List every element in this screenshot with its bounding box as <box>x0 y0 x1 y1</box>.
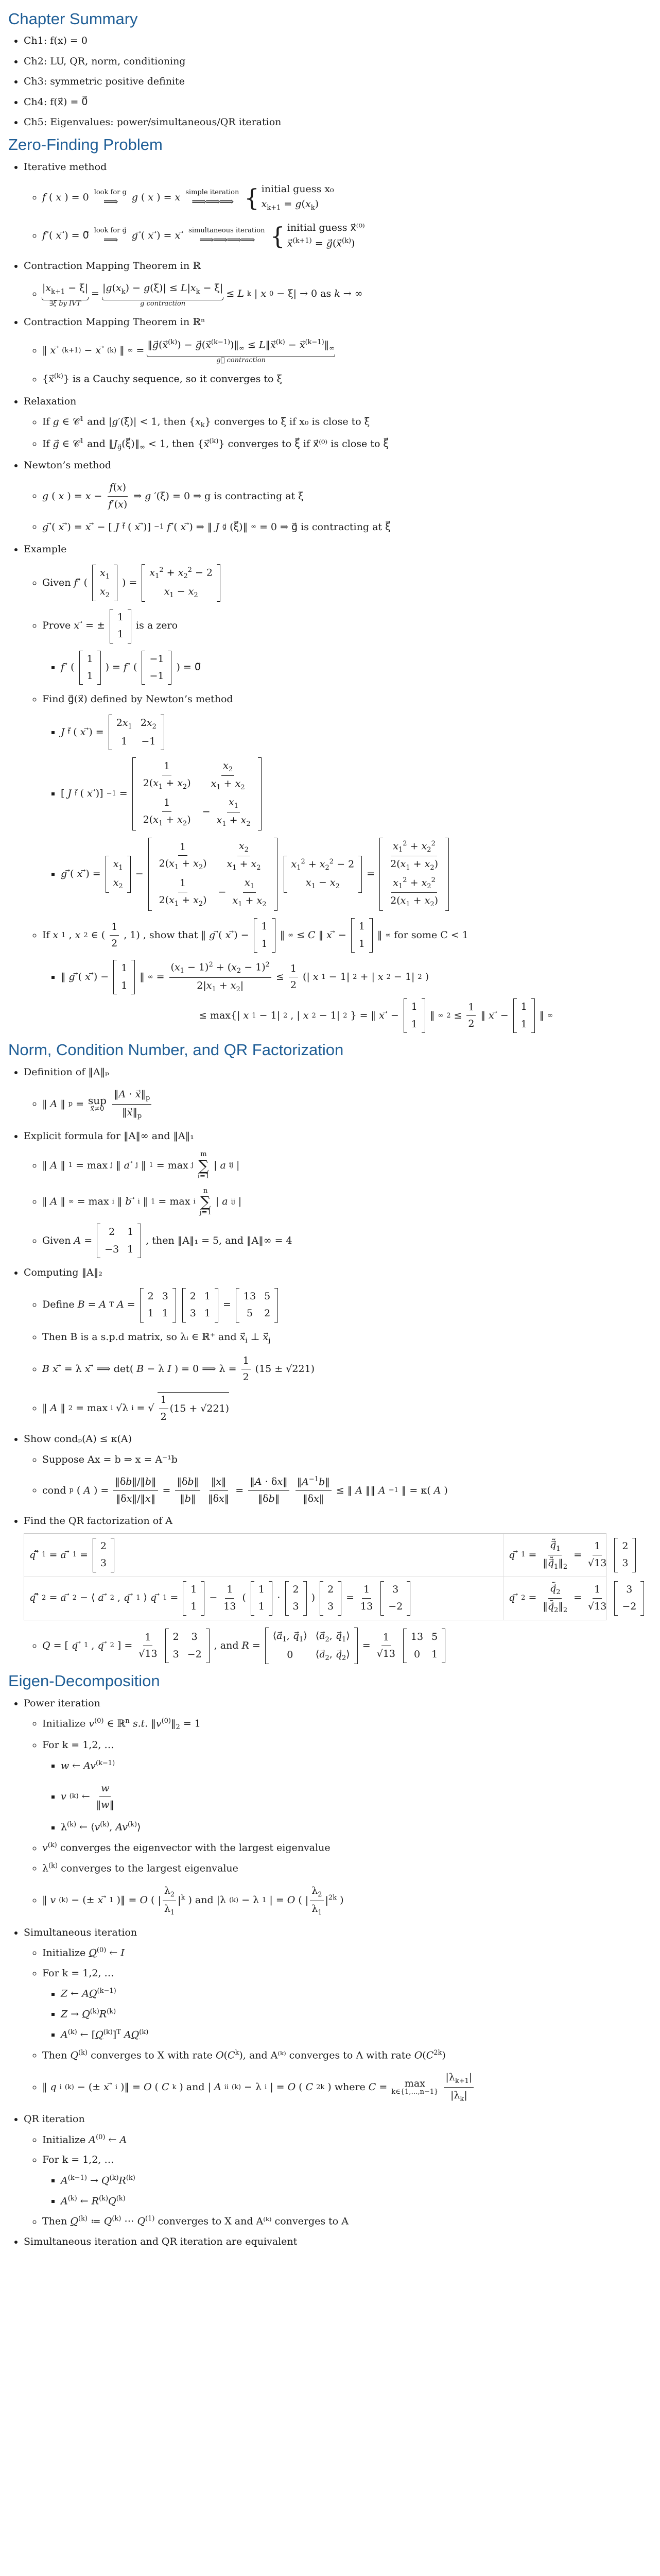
power-init: ◦ Initialize $v^{(0)}$ ∈ ℝ$^n$ s.t. $‖v^{(0)}‖_2 = 1$ <box>42 1716 648 1733</box>
for-k-label: For k = 1,2, … <box>42 1739 114 1751</box>
newton-vector: ◦ g ⃗( x ⃗) = x ⃗ − [ J f⃗ ( x ⃗)] −1 f ⃗( x ⃗) ⇒ ‖ J g⃗ (ξ⃗)‖ ∞ = 0 ⇒ g⃗ is contracting at ξ⃗ <box>42 519 648 535</box>
for-k-label-2: For k = 1,2, … <box>42 1967 114 1979</box>
qr-table <box>24 1533 637 1620</box>
zero-finding-heading: Zero-Finding Problem <box>8 135 163 154</box>
then-Q-word-2: Then <box>42 2215 67 2227</box>
qr-cell-q1-tilde: q 1 = a 1 = 2 3 <box>24 1534 503 1577</box>
find-g-text: Find g⃗(x⃗) defined by Newton’s method <box>42 693 233 705</box>
sim-step-z: ▪ Z ← $AQ^{(k-1)}$ <box>61 1986 648 2002</box>
example-prove-check: ▪ f ⃗ ( 1 1 ) = f ⃗ ( −1 −1 ) = 0⃗ <box>61 651 648 685</box>
cmt-rn-label: Contraction Mapping Theorem in ℝⁿ <box>24 316 205 328</box>
relaxation-vector: ◦ If g⃗ ∈ 𝒞$^1$ and $‖J_{g⃗}(\xi⃗)‖_\infty < 1$, then $\{x^{(k)}\}$ converges to ξ⃗ if x⃗⁽⁰⁾ is close to ξ⃗ <box>42 436 648 453</box>
computing-2-label: Computing ‖A‖₂ <box>24 1267 102 1279</box>
jacobian-inverse: ▪ [ J f⃗ ( x ⃗)] −1 = $\frac{1}{2(x_1 + x_2)}$ $\frac{x_2}{x_1 + x_2}$ $\frac{1}{2(x_1 + x_2)}$ − $\frac{x_1}{x_1 + x_2}$ <box>61 757 648 831</box>
qr-cell-q2: q 2 = $\frac{q_2}{‖q_2‖_2}$ = $\frac{1}{√13}$ 3 −2 <box>503 1577 606 1620</box>
initial-guess-vec-label: initial guess x⃗⁽⁰⁾ <box>287 222 365 234</box>
relaxation-scalar: ◦ If g ∈ 𝒞$^1$ and |g′(ξ)| < 1, then $\{x_k\}$ converges to ξ if x₀ is close to ξ <box>42 414 648 431</box>
cmt-r-item <box>24 259 648 308</box>
qr-cell-q1: q 1 = $\frac{q_1}{‖q_1‖_2}$ = $\frac{1}{√13}$ 2 3 <box>503 1534 606 1577</box>
and-word-1: and <box>195 1894 214 1906</box>
prove-zero-text: is a zero <box>136 620 178 632</box>
prove-word: ◦ Prove <box>42 620 71 632</box>
newton-2-text: g⃗ is contracting at ξ⃗ <box>291 521 391 533</box>
chapter-item-1: • Ch1: f(x) = 0 <box>24 33 648 48</box>
example-prove: ◦ Prove x ⃗ = ± 1 1 is a zero ▪ f ⃗ ( 1 1 ) = f ⃗ ( −1 −1 ) = 0⃗ <box>42 609 648 685</box>
zero-finding-list <box>8 160 648 1033</box>
scalar-iteration-formula: ◦ f ( x ) = 0 look for g ⟹ g ( x ) = x simple iteration ⟹⟹⟹ { initial guess x₀ $x_{k+1} = g(x_k)$ <box>42 182 648 213</box>
cond-formula: ◦ cond p ( A ) = $\frac{‖\delta b‖/‖b‖}{‖\delta x‖/‖x‖}$ = $\frac{‖\delta b‖}{‖b‖}$ $\frac{‖x‖}{‖\delta x‖}$ = $\frac{‖A \cdot \delta x‖}{‖\delta b‖}$ $\frac{‖A^{-1}b‖}{‖\delta x‖}$ ≤ ‖ A ‖‖ A −1 ‖ = κ( A ) <box>42 1475 648 1506</box>
given-word: ◦ Given <box>42 577 71 588</box>
cmt-rn-item <box>24 315 648 387</box>
then-norms-text: , then ‖A‖₁ = 5, and ‖A‖∞ = 4 <box>146 1235 292 1247</box>
definition-label: Definition of ‖A‖ₚ <box>24 1066 109 1078</box>
gvec-contraction-label: g⃗ contraction <box>216 356 266 364</box>
show-cond-label: Show condₚ(A) ≤ κ(A) <box>24 1433 132 1445</box>
jacobian: ▪ J f⃗ ( x ⃗) = $2x_1$ $2x_2$ 1 −1 <box>61 715 648 750</box>
spd-text: Then B is a s.p.d matrix, so λᵢ ∈ ℝ⁺ and <box>42 1331 237 1343</box>
computing-2-item <box>24 1265 648 1425</box>
power-item <box>24 1696 648 1918</box>
chapter-summary-heading: Chapter Summary <box>8 10 138 28</box>
look-for-g-label: look for g <box>94 188 127 196</box>
define-word: ◦ Define <box>42 1299 75 1311</box>
cmt-r-formula: ◦ $|x_{k+1} - \xi|$ ∃ξ by IVT = $|g(x_k) - g(\xi)| \le L|x_k - \xi|$ g contraction ≤ L k | x 0 − ξ| → 0 as k → ∞ <box>42 281 648 308</box>
power-step-w: ▪ w ← $Av^{(k-1)}$ <box>61 1758 648 1774</box>
relax-2-text: converges to ξ⃗ if x⃗⁽⁰⁾ is close to ξ⃗ <box>228 438 389 450</box>
qr-step-update: ▪ $A^{(k)}$ ← $R^{(k)}Q^{(k)}$ <box>61 2194 648 2209</box>
power-conv-v: ◦ $v^{(k)}$ converges the eigenvector with the largest eigenvalue <box>42 1840 648 1856</box>
conv-v-text: converges the eigenvector with the largest eigenvalue <box>60 1842 331 1854</box>
power-label: Power iteration <box>24 1697 100 1709</box>
relaxation-label: Relaxation <box>24 396 77 408</box>
suppose-item: ◦ Suppose Ax = b ⇒ x = A⁻¹b <box>42 1452 648 1467</box>
sim-loop <box>42 1966 648 2043</box>
sim-conv: ◦ Then $Q^{(k)}$ converges to X with rate $O(C^k)$, and A⁽ᵏ⁾ converges to Λ with rate $O(C^{2k})$ <box>42 2048 648 2063</box>
power-loop <box>42 1738 648 1835</box>
spd-item: ◦ Then B is a s.p.d matrix, so λᵢ ∈ ℝ⁺ and $x_i$ ⊥ $x_j$ <box>42 1330 648 1346</box>
and-R-word: , and <box>214 1639 239 1651</box>
and-word-2: and <box>186 2081 205 2093</box>
qr-loop <box>42 2153 648 2209</box>
init-Q-word: Initialize <box>42 1947 86 1959</box>
equivalence-item: • Simultaneous iteration and QR iteration are equivalent <box>24 2234 648 2249</box>
iterative-method-item <box>24 160 648 251</box>
init-v-word: Initialize <box>42 1718 86 1730</box>
st-word: s.t. <box>132 1718 148 1730</box>
chapter-item-4: • Ch4: f(x⃗) = 0⃗ <box>24 95 648 110</box>
qr-item <box>24 1514 648 1664</box>
iterative-method-label: Iterative method <box>24 161 107 173</box>
power-step-v: ▪ v (k) ← $\frac{w}{‖w‖}$ <box>61 1781 648 1813</box>
sim-init: ◦ Initialize $Q^{(0)}$ ← I <box>42 1945 648 1961</box>
sim-step-qr: ▪ $Z \to Q^{(k)}R^{(k)}$ <box>61 2007 648 2022</box>
conv-A-text: and A⁽ᵏ⁾ converges to Λ with rate <box>249 2049 411 2061</box>
if-word: ◦ If <box>42 929 50 941</box>
qr-step-factor: ▪ $A^{(k-1)} \to Q^{(k)}R^{(k)}$ <box>61 2173 648 2189</box>
qr-iter-label: QR iteration <box>24 2113 85 2125</box>
eigen-list <box>8 1696 648 2250</box>
chapter-item-5: • Ch5: Eigenvalues: power/simultaneous/QR iteration <box>24 115 648 130</box>
cond-item <box>24 1432 648 1506</box>
newton-item <box>24 458 648 535</box>
eigen-of-B: ◦ B x ⃗ = λ x ⃗ ⟹ det( B − λ I ) = 0 ⟹ λ = $\frac{1}{2}$ (15 ± √221) <box>42 1353 648 1385</box>
contraction-proof: ▪ ‖ g ⃗( x ⃗) − 1 1 ‖ ∞ = $\frac{(x_1 - 1)^2 + (x_2 - 1)^2}{2|x_1 + x_2|}$ ≤ $\frac{1}{2}$ (| x 1 − 1| 2 + | x 2 − 1| 2 ) ≤ max{| x 1 − 1| 2 , | x 2 − 1| 2 } = ‖ x ⃗ − 1 1 ‖ ∞ 2 ≤ $\frac{1}{2}$ ‖ x ⃗ − 1 1 ‖ ∞ <box>61 960 648 1033</box>
by-ivt-label: ∃ξ by IVT <box>49 299 81 308</box>
norm-list <box>8 1065 648 1665</box>
cmt-r-label: Contraction Mapping Theorem in ℝ <box>24 260 201 272</box>
newton-scalar: ◦ g ( x ) = x − $\frac{f(x)}{f'(x)}$ ⇒ g ′(ξ) = 0 ⇒ g is contracting at ξ <box>42 480 648 512</box>
look-for-gvec-label: look for g⃗ <box>94 226 127 234</box>
power-conv-lambda: ◦ $\lambda^{(k)}$ converges to the largest eigenvalue <box>42 1861 648 1876</box>
init-A-word: Initialize <box>42 2133 86 2145</box>
newton-label: Newton’s method <box>24 459 112 471</box>
example-given: ◦ Given f ⃗ ( $x_1$ $x_2$ ) = $x_1^2 + x_2^2 - 2$ $x_1 - x_2$ <box>42 564 648 601</box>
chapter-item-3: • Ch3: symmetric positive definite <box>24 74 648 89</box>
g-contraction-label: g contraction <box>140 299 186 308</box>
given-A-word: ◦ Given <box>42 1235 71 1247</box>
example-find-g <box>42 692 648 911</box>
given-A-norms: ◦ Given A = 2 1 −3 1 , then ‖A‖₁ = 5, and ‖A‖∞ = 4 <box>42 1224 648 1258</box>
simultaneous-item <box>24 1925 648 2105</box>
define-B: ◦ Define B = A T A = 2 3 1 1 2 1 3 1 = 13 5 5 2 <box>42 1288 648 1323</box>
simple-iteration-label: simple iteration <box>185 188 239 196</box>
then-Q-word: Then <box>42 2049 67 2061</box>
where-word: where <box>334 2081 366 2093</box>
definition-item <box>24 1065 648 1122</box>
qr-conv: ◦ Then $Q^{(k)}$ ≔ $Q^{(k)}$ ⋯ $Q^{(1)}$ converges to X and A⁽ᵏ⁾ converges to A <box>42 2214 648 2229</box>
conv-X-text: converges to X with rate <box>91 2049 213 2061</box>
cauchy-text: is a Cauchy sequence, so it converges to ξ <box>72 373 282 385</box>
vector-iteration-formula: ◦ f ⃗( x ⃗) = 0⃗ look for g⃗ ⟹ g ⃗( x ⃗) = x simultaneous iteration ⟹⟹⟹⟹ { initial guess x⃗⁽⁰⁾ $x^{(k+1)}$ = $g⃗(x^{(k)})$ <box>42 221 648 251</box>
p-norm-formula: ◦ ‖ A ‖ p = sup x⃗≠0 $\frac{‖A \cdot x⃗‖_p}{‖x⃗‖_p}$ <box>42 1087 648 1122</box>
qr-iter-item <box>24 2112 648 2229</box>
chapter-item-2: • Ch2: LU, QR, norm, conditioning <box>24 54 648 69</box>
power-rates: ◦ ‖ v (k) − (± x 1 )‖ = O ( | $\frac{\lambda_2}{\lambda_1}$ $|^k$ ) and |λ (k) − λ 1 | = O ( | $\frac{\lambda_2}{\lambda_1}$ $|^{2k}$ ) <box>42 1884 648 1918</box>
cmt-rn-formula: ◦ ‖ x (k+1) − x (k) ‖ ∞ = $‖g⃗(x^{(k)})$ − $g⃗(x^{(k-1)})‖_\infty$ ≤ $L‖x^{(k)}$ − $x^{(k-1)}‖_\infty$ g⃗ contraction <box>42 337 648 365</box>
power-step-lambda: ▪ $\lambda^{(k)}$ ← $⟨v^{(k)}$, Av$^{(k)}$⟩ <box>61 1820 648 1835</box>
explicit-item <box>24 1129 648 1259</box>
sim-rates: ◦ ‖ q i (k) − (± x i )‖ = O ( C k ) and | A ii (k) − λ i | = O ( C 2k ) where C = max k∈{1,…,n−1} $\frac{|\lambda_{k+1}|}{|\lambda_k|}$ <box>42 2070 648 2105</box>
newton-1-text: g is contracting at ξ <box>204 490 304 502</box>
simultaneous-label: Simultaneous iteration <box>24 1926 137 1938</box>
then-Qx-text: converges to X and A⁽ᵏ⁾ converges to A <box>158 2215 349 2227</box>
explicit-label: Explicit formula for ‖A‖∞ and ‖A‖₁ <box>24 1130 194 1142</box>
inf-norm-formula: ◦ ‖ A ‖ ∞ = max i ‖ b i ‖ 1 = max i n ∑ j=1 | a ij | <box>42 1188 648 1217</box>
example-show-contraction: ◦ If x 1 , x 2 ∈ ( $\frac{1}{2}$ , 1) , show that ‖ g ⃗( x ⃗) − 1 1 ‖ ∞ ≤ C ‖ x ⃗ − 1 1 ‖ ∞ for some C < 1 ▪ ‖ g ⃗( x ⃗) − 1 1 ‖ ∞ = $\frac{(x_1 - 1)^2 + (x_2 - 1)^2}{2|x_1 + x_2|}$ ≤ $\frac{1}{2}$ (| x 1 − 1| 2 + | x 2 − 1| 2 ) ≤ max{| x 1 − 1| 2 , | x 2 − 1| 2 } = ‖ x ⃗ − 1 1 ‖ ∞ 2 ≤ $\frac{1}{2}$ ‖ x ⃗ − 1 1 ‖ ∞ <box>42 918 648 1033</box>
one-norm-formula: ◦ ‖ A ‖ 1 = max j ‖ a j ‖ 1 = max j m ∑ i=1 | a ij | <box>42 1151 648 1180</box>
for-some-text: for some C < 1 <box>394 929 468 941</box>
example-item <box>24 542 648 1033</box>
cauchy-item: ◦ $\{x^{(k)}\}$ is a Cauchy sequence, so it converges to ξ <box>42 371 648 387</box>
g-vector-formula: ▪ g ⃗( x ⃗) = $x_1$ $x_2$ − $\frac{1}{2(x_1 + x_2)}$ $\frac{x_2}{x_1 + x_2}$ $\frac{1}{2(x_1 + x_2)}$ − $\frac{x_1}{x_1 + x_2}$ $x_1^2 + x_2^2 - 2$ $x_1 - x_2$ = $\frac{x_1^2 + x_2^2}{2(x_1 + x_2)}$ $\frac{x_1^2 + x_2^2}{2(x_1 + x_2)}$ <box>61 838 648 911</box>
find-qr-label: Find the QR factorization of A <box>24 1515 173 1527</box>
two-norm-result: ◦ ‖ A ‖ 2 = max i √λ i = √ $\frac{1}{2}$ (15 + √221) <box>42 1392 648 1425</box>
example-label: Example <box>24 544 67 555</box>
simultaneous-iteration-label: simultaneous iteration <box>188 226 265 234</box>
initial-guess-label: initial guess x₀ <box>261 183 334 195</box>
chapter-summary-list <box>8 33 648 130</box>
for-k-label-3: For k = 1,2, … <box>42 2154 114 2166</box>
qr-cell-q2-tilde: q 2 = a 2 − ⟨ a 2 , q 1 ⟩ q 1 = 1 1 − $\frac{1}{13}$ ( 1 1 ⋅ 2 3 ) 2 3 = $\frac{1}{13}$ 3 −2 <box>24 1577 503 1620</box>
norm-heading: Norm, Condition Number, and QR Factorization <box>8 1041 344 1059</box>
show-that-text: , show that <box>143 929 198 941</box>
relaxation-item <box>24 394 648 453</box>
conv-lambda-text: converges to the largest eigenvalue <box>61 1862 238 1874</box>
sim-step-a: ▪ $A^{(k)}$ ← $[Q^{(k)}]^T$ AQ$^{(k)}$ <box>61 2027 648 2043</box>
qr-init: ◦ Initialize $A^{(0)}$ ← A <box>42 2132 648 2148</box>
eigen-heading: Eigen-Decomposition <box>8 1672 160 1690</box>
qr-result: ◦ Q = [ q 1 , q 2 ] = $\frac{1}{√13}$ 2 3 3 −2 , and R = $⟨a_1$, $q_1⟩$ $⟨a_2$, $q_1⟩$ 0 $⟨a_2$, $q_2⟩$ = $\frac{1}{√13}$ 13 5 0 1 <box>42 1628 648 1665</box>
relax-1-text: converges to ξ if x₀ is close to ξ <box>214 416 370 428</box>
